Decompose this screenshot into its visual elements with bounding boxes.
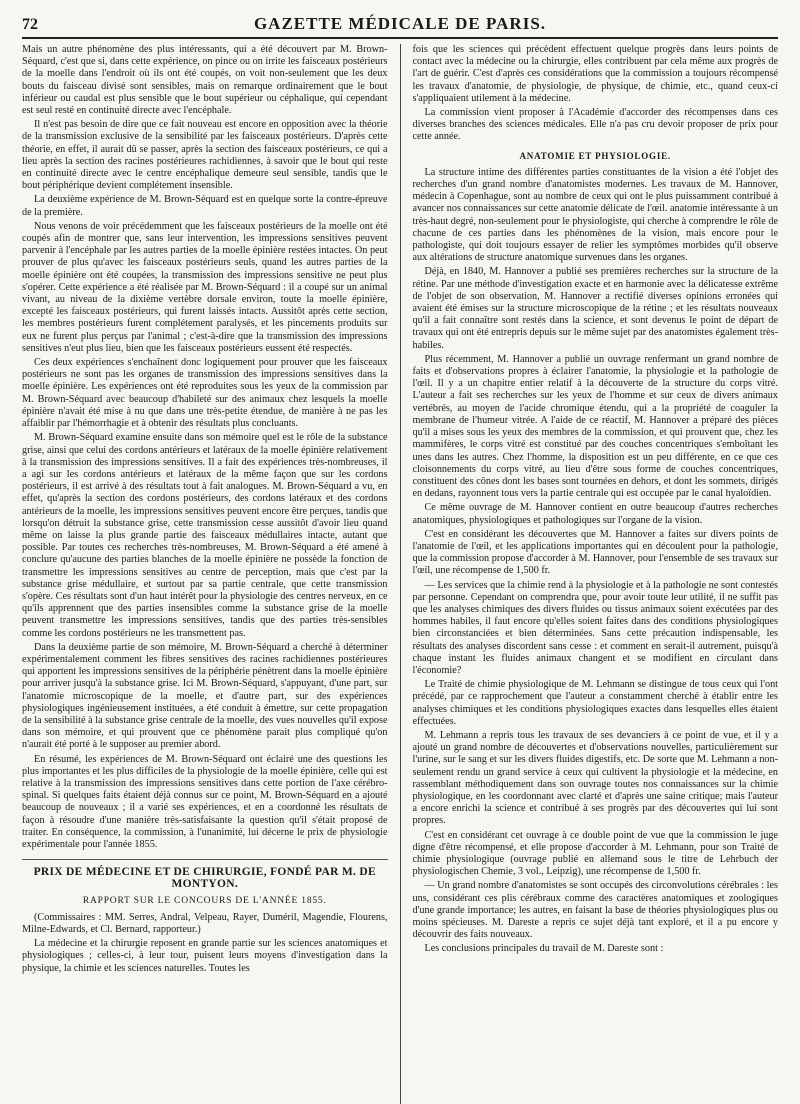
- paragraph: Dans la deuxième partie de son mémoire, M. Brown-Séquard a cherché à déterminer expérimentalement comment les fibres sensitives des racines rachidiennes postérieures qui apportent les impressions sensitives de la périphérie pénètrent dans la moelle épinière pour arriver jusqu'à la substance grise. Ici M. Brown-Séquard, s'appuyant, d'une part, sur l'anatomie microscopique de la moelle, et d'autre part, sur des expériences physiologiques ingénieusement instituées, a été conduit à émettre, sur cette propagation de la sensibilité à la substance grise centrale de la moelle, des vues nouvelles qu'il expose dans son mémoire, et qui prouvent que ce phénomène parait plus compliqué qu'on n'aurait été porté à le supposer au premier abord.: [22, 641, 388, 751]
- paragraph: Le Traité de chimie physiologique de M. Lehmann se distingue de tous ceux qui l'ont précédé, par ce rapprochement que l'auteur a constamment cherché à établir entre les analyses chimiques et les conditions physiologiques exactes dans lesquelles elles étaient effectuées.: [412, 679, 778, 727]
- column-divider: [400, 44, 401, 1104]
- report-title: RAPPORT SUR LE CONCOURS DE L'ANNÉE 1855.: [82, 895, 327, 906]
- left-column: [22, 44, 388, 1104]
- subsection-title: ANATOMIE ET PHYSIOLOGIE.: [519, 150, 671, 161]
- page-number: 72: [22, 16, 38, 33]
- paragraph: M. Brown-Séquard examine ensuite dans son mémoire quel est le rôle de la substance grise, ainsi que celui des cordons antérieurs et latéraux de la moelle épinière relativement à la transmission des impressions sensitives. Il a fait des expériences très-nombreuses, il a agi sur les cordons antérieurs et latéraux de la même façon que sur les cordons postérieurs, il est arrivé à des résultats tout à fait analogues. M. Brown-Séquard a vu, en effet, qu'après la section des cordons postérieurs, des cordons latéraux et des cordons antérieurs de la moelle, les impressions sensitives peuvent encore être perçues, tandis que lorsqu'on détruit la substance grise, cette transmission cesse aussitôt d'avoir lieu quand même on laisse la plus grande partie des faisceaux médullaires intacte, autant que possible. Par toutes ces recherches très-nombreuses, M. Brown-Séquard a été amené à conclure qu'aucune des parties blanches de la moelle épinière ne possède la fonction de transmettre les impressions sensitives au centre de perception, mais que c'est par la substance grise médullaire, et surtout par sa partie centrale, que cette transmission s'opère. Ces résultats sont d'un haut intérêt pour la physiologie des centres nerveux, en ce qu'ils apprennent que des parties insensibles comme la substance grise de la moelle peuvent transmettre les impressions sensitives, tandis que des parties très-sensibles comme les cordons postérieurs ne les transmettent pas.: [22, 432, 388, 639]
- journal-title: GAZETTE MÉDICALE DE PARIS.: [253, 14, 547, 33]
- paragraph: Ce même ouvrage de M. Hannover contient en outre beaucoup d'autres recherches anatomiques, physiologiques et pathologiques sur l'organe de la vision.: [412, 502, 778, 526]
- paragraph: La structure intime des différentes parties constituantes de la vision a été l'objet des recherches d'un grand nombre d'anatomistes modernes. Les travaux de M. Hannover, médecin à Copenhague, sont au nombre de ceux qui ont le plus puissamment contribué à avancer nos connaissances sur cette anatomie délicate de l'œil. anatomie intéressante à un très-haut degré, non-seulement pour le physiologiste, qui cherche à comprendre le rôle de chacune de ces parties dans les phénomènes de la vision, mais encore pour le pathologiste, qui doit toujours essayer de relier les symptômes morbides qu'il observe aux altérations de structure anatomique survenues dans les organes.: [412, 166, 778, 264]
- paragraph: C'est en considérant cet ouvrage à ce double point de vue que la commission le juge digne d'être récompensé, et elle propose d'accorder à M. Lehmann, pour son Traité de chimie physiologique (ouvrage publié en allemand sous le titre de Lehrbuch der physiologischen Chemie, 3 vol., Leipzig), une récompense de 1,500 fr.: [412, 829, 778, 878]
- right-column: [413, 44, 779, 1104]
- paragraph: En résumé, les expériences de M. Brown-Séquard ont éclairé une des questions les plus importantes et les plus difficiles de la physiologie de la moelle épinière, celle qui est relative à la transmission des impressions sensitives dans cette portion de l'axe cérébro-spinal. Si quelques faits étaient déjà connus sur ce point, M. Brown-Séquard en a ajouté beaucoup de nouveaux ; il a varié ses expériences, et en a coordonné les résultats de façon à résoudre d'une manière très-satisfaisante la question qu'il s'était proposé de traiter. En conséquence, la commission, à l'unanimité, lui décerne le prix de physiologie expérimentale pour l'année 1855.: [22, 753, 388, 850]
- commissioners: (Commissaires : MM. Serres, Andral, Velpeau, Rayer, Duméril, Magendie, Flourens, Milne-Edwards, et Cl. Bernard, rapporteur.): [22, 911, 388, 936]
- paragraph: Nous venons de voir précédemment que les faisceaux postérieurs de la moelle ont été coupés afin de montrer que, sans leur intervention, les impressions sensitives peuvent parvenir à l'encéphale par les autres parties de la moelle épinière restées intactes. On peut prouver de plus qu'avec les faisceaux postérieurs seuls, quand les autres parties de la moelle épinière ont été coupées, la transmission des impressions sensitive ne peut plus s'opérer. Cette expérience a été réalisée par M. Brown-Séquard : il a coupé sur un animal vivant, au niveau de la dixième vertèbre dorsale environ, toute la moelle épinière, excepté les faisceaux postérieurs, qui furent laissés intacts. Aussitôt après cette section, les membres postérieurs furent complétement paralysés, et les pincements produits sur eux ne furent plus perçus par l'animal ; c'est-à-dire que la transmission des impressions sensitives n'eut plus lieu, bien que les faisceaux postérieurs eussent été respectés.: [22, 220, 388, 354]
- paragraph: Les conclusions principales du travail de M. Dareste sont :: [424, 943, 664, 955]
- paragraph: — Les services que la chimie rend à la physiologie et à la pathologie ne sont contestés par personne. Cependant on comprendra que, pour avoir toute leur utilité, il ne suffit pas que les analyses chimiques des divers fluides ou tissus animaux soient exécutées par des hommes habiles, il faut encore qu'elles soient faites dans des conditions physiologiques bien circonstanciées et bien déterminées. Sans cette précaution indispensable, les résultats des analyses discordent sans cesse : et comment en serait-il autrement, puisqu'à chaque instant les fluides animaux changent et se modifient en circulant dans l'économie?: [412, 579, 778, 676]
- section-title: PRIX DE MÉDECINE ET DE CHIRURGIE, FONDÉ PAR M. DE MONTYON.: [22, 859, 388, 890]
- paragraph: La commission vient proposer à l'Académie d'accorder des récompenses dans ces diverses branches des sciences médicales. Elle n'a pas cru devoir proposer de prix pour cette année.: [412, 107, 778, 143]
- page-header: [22, 14, 778, 39]
- paragraph: Plus récemment, M. Hannover a publié un ouvrage renfermant un grand nombre de faits et d'observations propres à éclairer l'anatomie, la physiologie et la pathologie de l'œil. Il y a un chapitre entier relatif à la découverte de la structure du corps vitré. L'auteur a fait ses recherches sur les yeux de l'homme et sur ceux de divers animaux vertébrés, au moyen de l'acide chromique étendu, qui a la propriété de coaguler la membrane de l'humeur vitrée. A l'aide de ce réactif, M. Hannover a préparé des pièces qu'il a mises sous les yeux des membres de la commission, et qui prouvent que, chez les mammifères, le corps vitré est constitué par des couches concentriques s'emboîtant les unes dans les autres. Chez l'homme, la disposition est un peu différente, en ce que ces cloisonnements du corps vitré, au lieu d'être sous forme de couches concentriques, constituent des cônes dont les bases sont tournées en dehors, et dont les sommets, dirigés en dedans, rayonnent tous vers la partie centrale qui est occupée par le canal hyaloïdien.: [412, 353, 778, 500]
- paragraph: fois que les sciences qui précèdent effectuent quelque progrès dans leurs points de contact avec la médecine ou la chirurgie, elles contribuent par cela même aux progrès de l'art de guérir. C'est d'après ces considérations que la commission a toujours récompensé les travaux d'anatomie, de physiologie, de physique, de chimie, etc., quand ceux-ci s'appliquaient utilement à la médecine.: [412, 44, 778, 104]
- paragraph: C'est en considérant les découvertes que M. Hannover a faites sur divers points de l'anatomie de l'œil, et les applications importantes qui en découlent pour la pathologie, que la commission propose d'accorder à M. Hannover, pour l'ensemble de ses travaux sur l'œil, une récompense de 1,500 fr.: [412, 528, 778, 577]
- paragraph: Déjà, en 1840, M. Hannover a publié ses premières recherches sur la structure de la rétine. Par une méthode d'investigation exacte et en harmonie avec la délicatesse extrême de l'objet de son observation, M. Hannover a rectifié diverses opinions erronées qui avaient été émises sur la structure microscopique de la rétine ; et les résultats nouveaux qu'il a fait connaître sont restés dans la science, et sont devenus le point de départ de travaux qui ont été entrepris depuis sur le même sujet par des anatomistes également très-habiles.: [412, 266, 778, 351]
- paragraph: M. Lehmann a repris tous les travaux de ses devanciers à ce point de vue, et il y a ajouté un grand nombre de découvertes et d'observations nouvelles, particulièrement sur l'urine, sur le sang et sur les divers fluides digestifs, etc. De sorte que M. Lehmann a non-seulement rendu un grand service à ceux qui cultivent la physiologie et la médecine, en rassemblant méthodiquement dans son ouvrage toutes nos connaissances sur la chimie physiologique, en les coordonnant avec clarté et d'après une saine critique; mais l'auteur a encore enrichi la science et contribué à ses progrès par des découvertes qui lui sont propres.: [412, 729, 778, 827]
- paragraph: — Un grand nombre d'anatomistes se sont occupés des circonvolutions cérébrales : les uns, considérant ces plis cérébraux comme des caractères anatomiques et zoologiques d'une grande importance; les autres, en faisant la base de théories physiologiques plus ou moins spécieuses. M. Dareste a repris ce sujet déjà tant exploré, et il a pu encore y découvrir des faits nouveaux.: [412, 880, 778, 941]
- paragraph: Mais un autre phénomène des plus intéressants, qui a été découvert par M. Brown-Séquard, c'est que si, dans cette expérience, on pince ou on irrite les faisceaux postérieurs de la moelle dans l'endroit où ils ont été coupés, on voit non-seulement que les deux bouts du faisceau divisé sont sensibles, mais on remarque ordinairement que le bout inférieur ou caudal est plus sensible que le bout supérieur ou céphalique, qui cependant est seul resté en continuité directe avec l'encéphale.: [22, 44, 388, 117]
- paragraph: La médecine et la chirurgie reposent en grande partie sur les sciences anatomiques et physiologiques ; celles-ci, à leur tour, puisent leurs moyens d'investigation dans la physique, la chimie et les sciences naturelles. Toutes les: [22, 938, 388, 974]
- paragraph: Ces deux expériences s'enchaînent donc logiquement pour prouver que les faisceaux postérieurs ne sont pas les organes de transmission des impressions sensitives dans la moelle épinière. Les expériences ont été reproduites sous les yeux de la commission par M. Brown-Séquard avec beaucoup d'habileté sur des animaux chez lesquels la moelle épinière n'avait été mise à nu que dans une très-petite étendue, de manière à ne pas les affaiblir par l'hémorrhagie et à obtenir des résultats plus concluants.: [22, 357, 388, 430]
- paragraph: Il n'est pas besoin de dire que ce fait nouveau est encore en opposition avec la théorie de la transmission exclusive de la sensibilité par les faisceaux postérieurs. D'après cette théorie, en effet, il aurait dû se passer, après la section des faisceaux postérieurs, ce qui a lieu après la section des racines postérieures rachidiennes, à savoir que le bout qui reste en continuité directe avec le centre encéphalique demeure seul sensible, tandis que le bout périphérique devient complétement insensible.: [22, 119, 388, 192]
- paragraph: La deuxième expérience de M. Brown-Séquard est en quelque sorte la contre-épreuve de la première.: [22, 194, 388, 218]
